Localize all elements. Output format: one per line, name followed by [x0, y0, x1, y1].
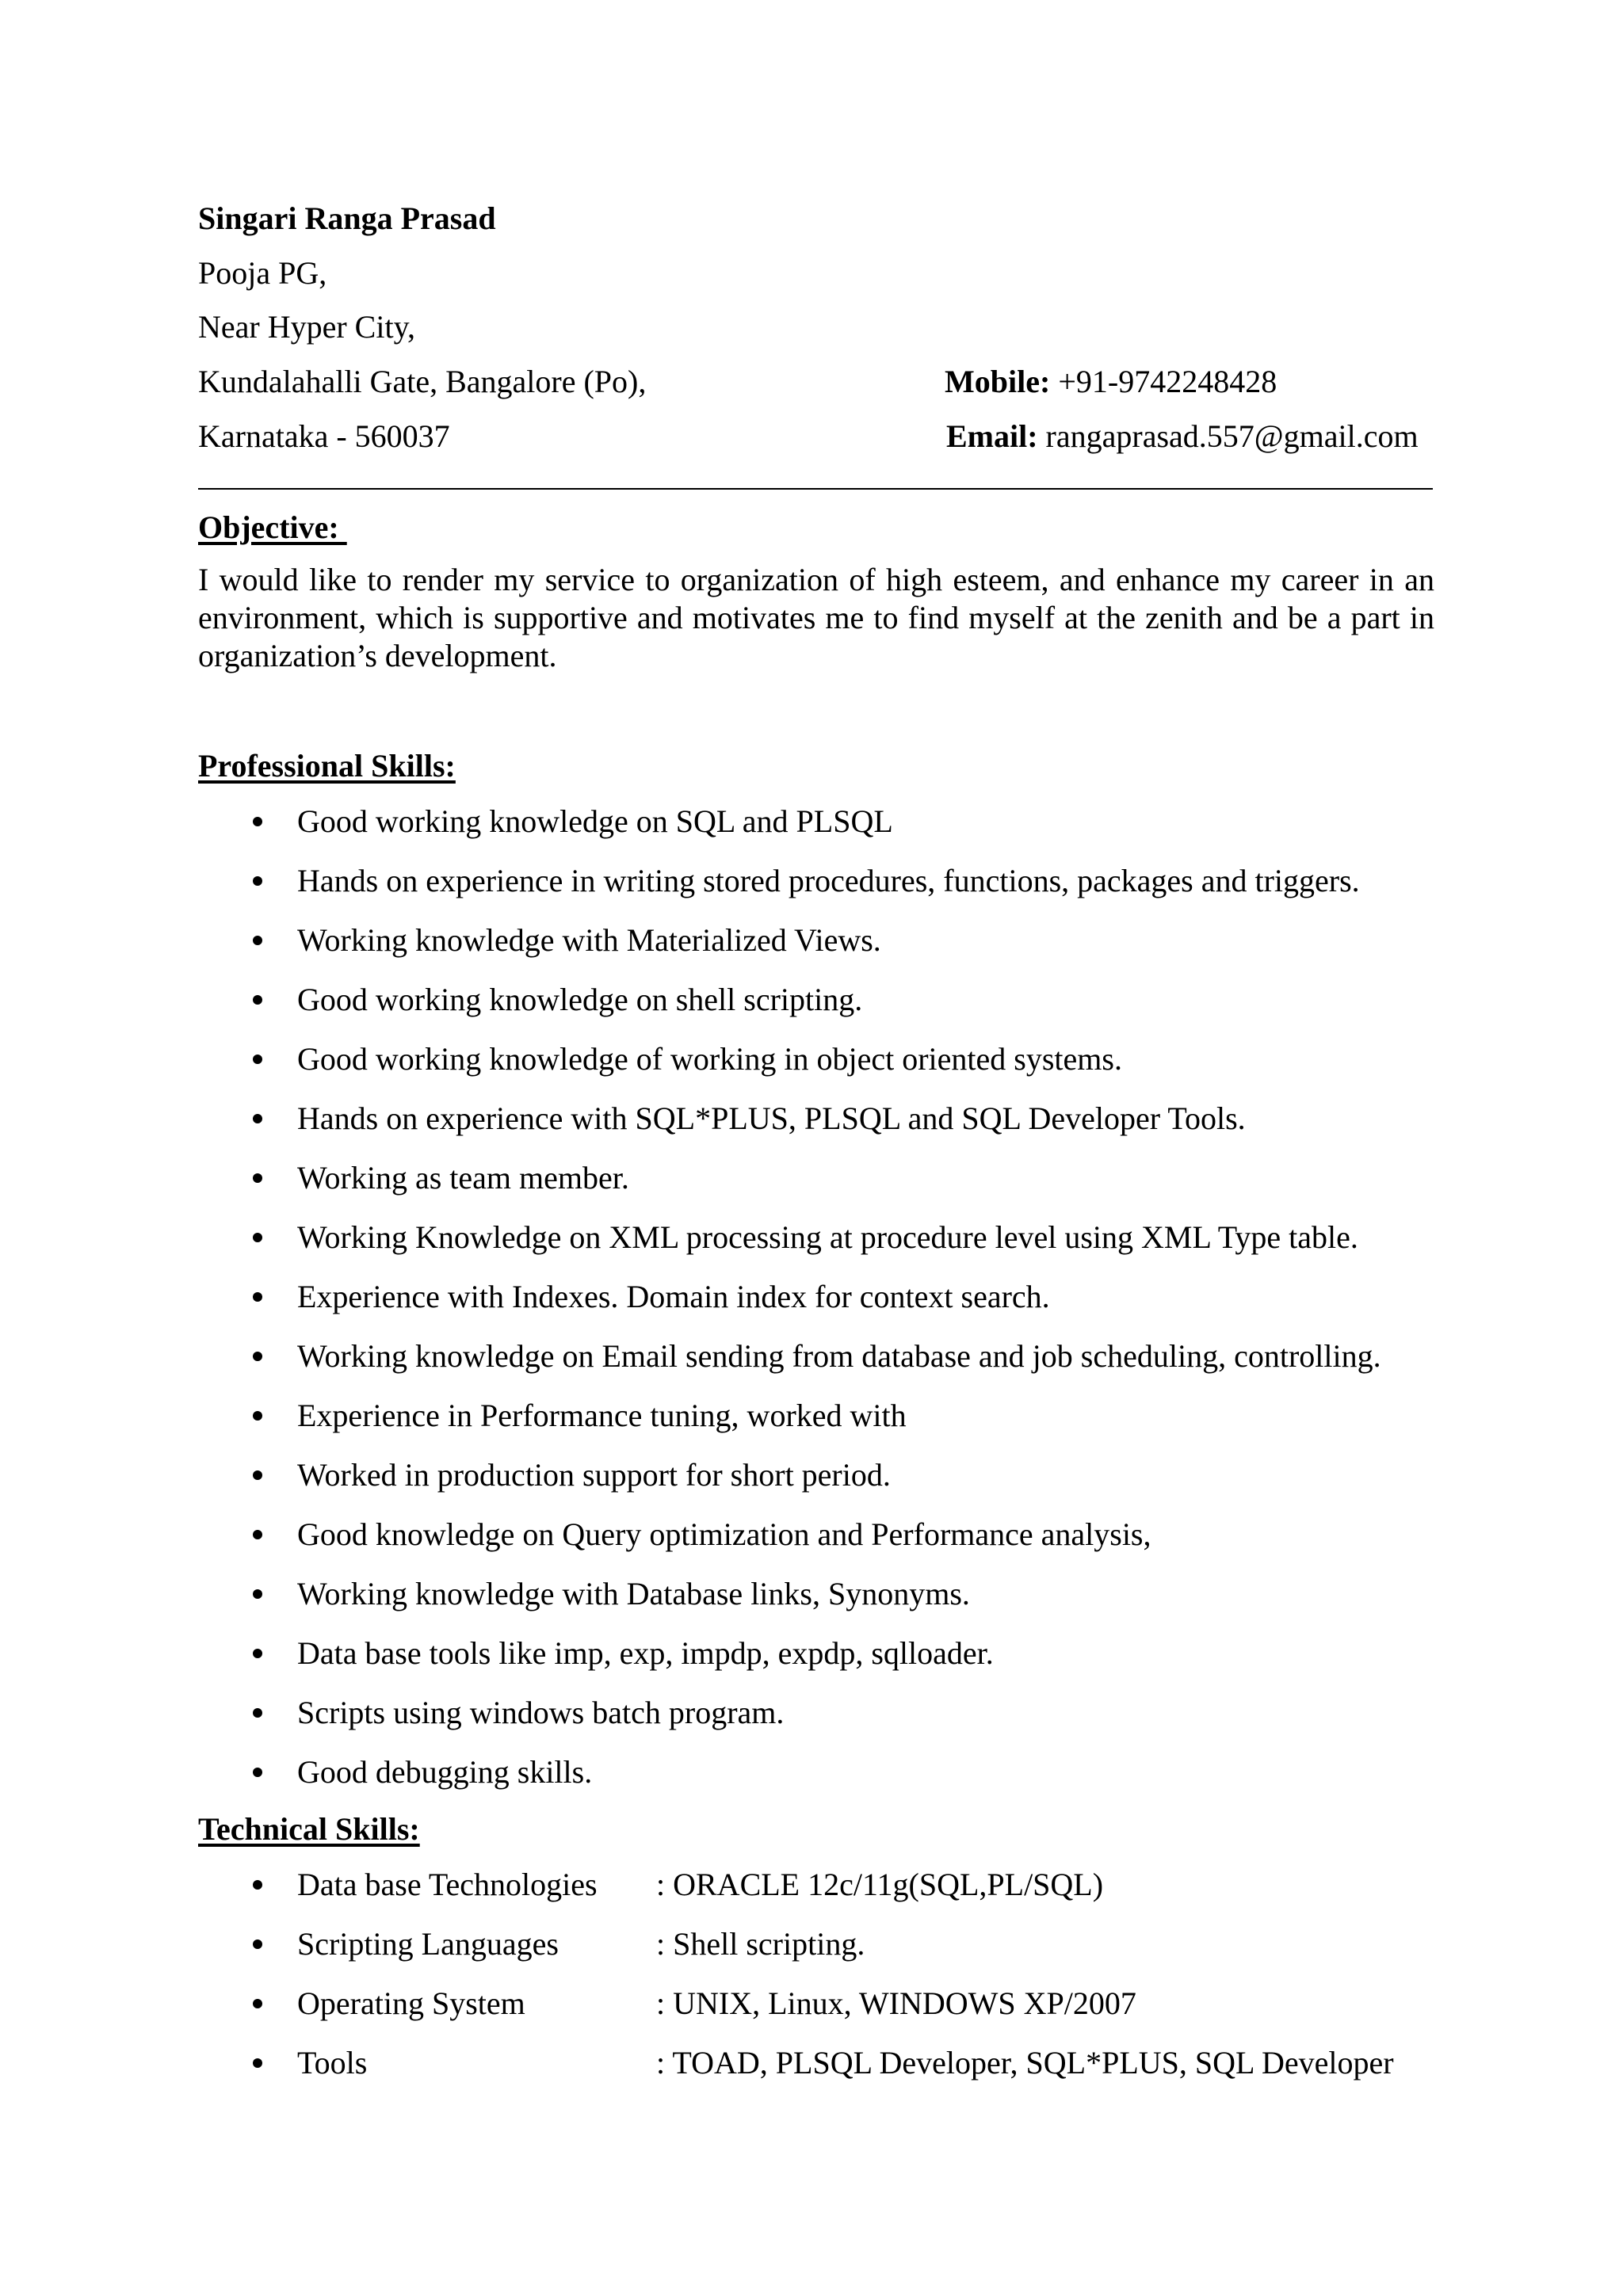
- professional-skill-text: Data base tools like imp, exp, impdp, expdp, sqlloader.: [297, 1635, 994, 1671]
- bullet-icon: [253, 1173, 262, 1183]
- address-line-2: Near Hyper City,: [198, 309, 415, 345]
- bullet-icon: [253, 1055, 262, 1064]
- technical-skills-heading: Technical Skills:: [198, 1811, 420, 1847]
- bullet-icon: [253, 995, 262, 1005]
- mobile-contact: [945, 363, 1277, 401]
- bullet-icon: [253, 2058, 262, 2068]
- professional-skill-text: Working knowledge with Materialized Views.: [297, 922, 881, 958]
- professional-skill-text: Worked in production support for short period.: [297, 1457, 891, 1493]
- candidate-name: Singari Ranga Prasad: [198, 200, 496, 236]
- bullet-icon: [253, 1708, 262, 1718]
- bullet-icon: [253, 1292, 262, 1302]
- bullet-icon: [253, 1768, 262, 1777]
- objective-text: I would like to render my service to organization of high esteem, and enhance my career in an environment, which is supportive and motivates me to find myself at the zenith and be a part in organization’s development.: [198, 562, 1434, 673]
- professional-skill-text: Good working knowledge of working in object oriented systems.: [297, 1041, 1122, 1077]
- bullet-icon: [253, 1939, 262, 1949]
- address-line-3: Kundalahalli Gate, Bangalore (Po),: [198, 364, 647, 399]
- technical-skill-value: : UNIX, Linux, WINDOWS XP/2007: [656, 1985, 1136, 2021]
- professional-skills-heading: Professional Skills:: [198, 748, 456, 784]
- bullet-icon: [253, 1589, 262, 1599]
- technical-skill-label: Scripting Languages: [297, 1926, 559, 1962]
- professional-skill-text: Working Knowledge on XML processing at procedure level using XML Type table.: [297, 1219, 1358, 1255]
- bullet-icon: [253, 1114, 262, 1123]
- professional-skill-text: Experience in Performance tuning, worked with: [297, 1398, 907, 1433]
- email-label: Email:: [946, 418, 1038, 454]
- technical-skill-value: : Shell scripting.: [656, 1926, 865, 1962]
- objective-heading: Objective:: [198, 509, 347, 545]
- email-value: rangaprasad.557@gmail.com: [1037, 418, 1419, 454]
- email-contact: [946, 418, 1419, 456]
- professional-skill-text: Working knowledge with Database links, Synonyms.: [297, 1576, 970, 1611]
- professional-skill-text: Working knowledge on Email sending from database and job scheduling, controlling.: [297, 1338, 1381, 1374]
- professional-skill-text: Good debugging skills.: [297, 1754, 593, 1790]
- bullet-icon: [253, 936, 262, 945]
- bullet-icon: [253, 876, 262, 886]
- professional-skill-text: Working as team member.: [297, 1160, 629, 1196]
- bullet-icon: [253, 1411, 262, 1421]
- address-line-1: Pooja PG,: [198, 255, 327, 291]
- technical-skill-value: : TOAD, PLSQL Developer, SQL*PLUS, SQL Developer: [656, 2045, 1394, 2081]
- professional-skill-text: Good working knowledge on shell scripting.: [297, 982, 863, 1017]
- technical-skill-label: Tools: [297, 2045, 368, 2081]
- professional-skill-text: Good knowledge on Query optimization and Performance analysis,: [297, 1516, 1151, 1552]
- address-line-4: Karnataka - 560037: [198, 418, 450, 454]
- bullet-icon: [253, 817, 262, 826]
- professional-skill-text: Hands on experience in writing stored procedures, functions, packages and triggers.: [297, 863, 1360, 898]
- professional-skill-text: Good working knowledge on SQL and PLSQL: [297, 803, 893, 839]
- mobile-value: +91-9742248428: [1050, 364, 1277, 399]
- bullet-icon: [253, 1530, 262, 1539]
- professional-skill-text: Experience with Indexes. Domain index for context search.: [297, 1279, 1050, 1314]
- technical-skill-value: : ORACLE 12c/11g(SQL,PL/SQL): [656, 1867, 1104, 1902]
- bullet-icon: [253, 1649, 262, 1658]
- bullet-icon: [253, 1999, 262, 2008]
- mobile-label: Mobile:: [945, 364, 1051, 399]
- technical-skill-label: Data base Technologies: [297, 1867, 598, 1902]
- bullet-icon: [253, 1233, 262, 1242]
- bullet-icon: [253, 1352, 262, 1361]
- bullet-icon: [253, 1470, 262, 1480]
- professional-skill-text: Scripts using windows batch program.: [297, 1695, 785, 1730]
- bullet-icon: [253, 1880, 262, 1890]
- technical-skill-label: Operating System: [297, 1985, 525, 2021]
- professional-skill-text: Hands on experience with SQL*PLUS, PLSQL and SQL Developer Tools.: [297, 1100, 1246, 1136]
- header-divider: [198, 488, 1433, 490]
